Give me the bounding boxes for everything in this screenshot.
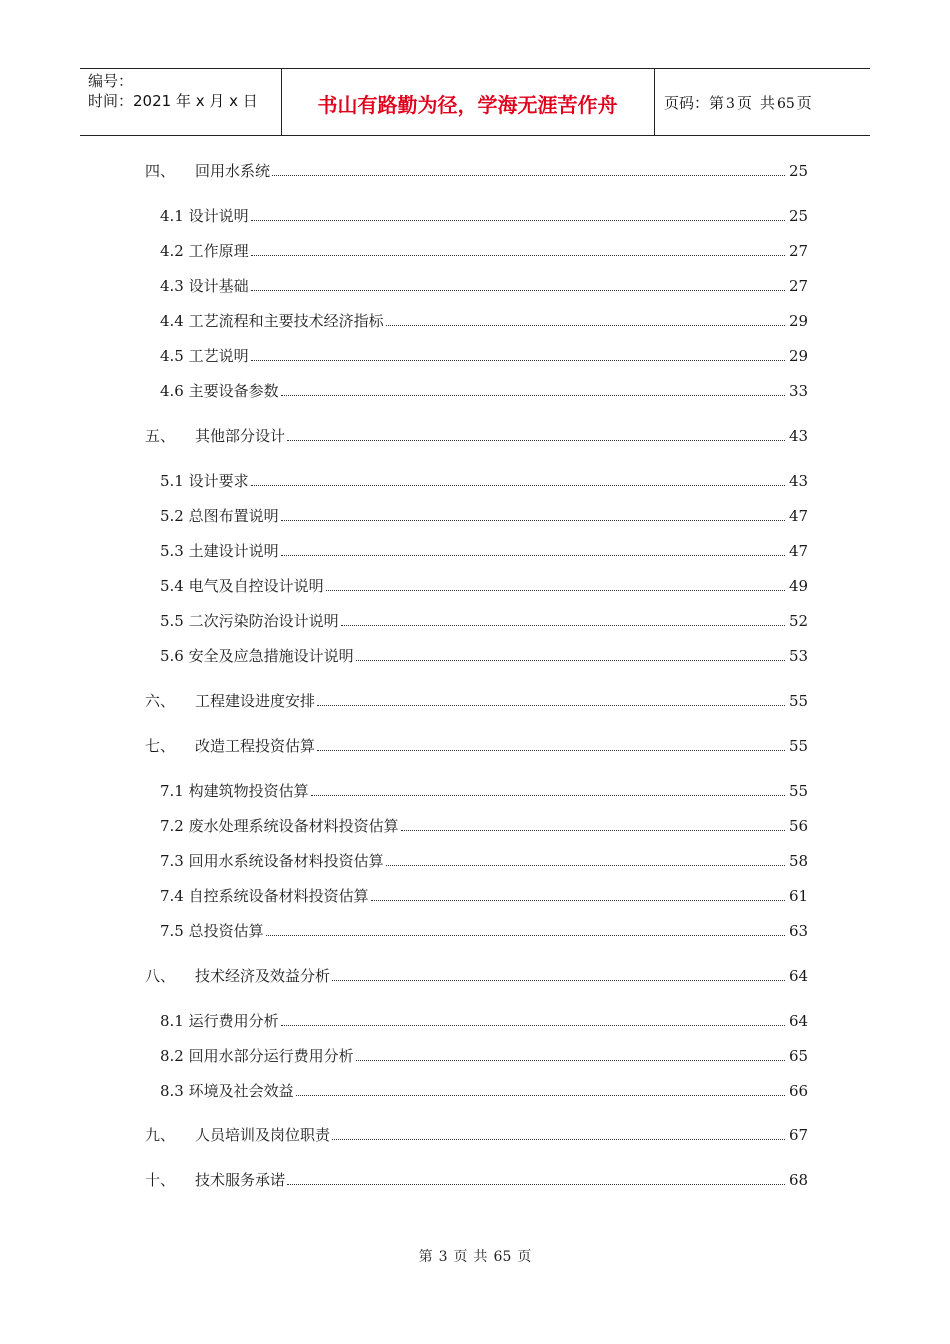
toc-entry-title: 8.3 环境及社会效益 (160, 1082, 294, 1100)
page-total: 65 (776, 96, 795, 112)
toc-entry-title: 5.4 电气及自控设计说明 (160, 577, 324, 595)
header-motto: 书山有路勤为径，学海无涯苦作舟 (317, 93, 618, 117)
toc-section-entry[interactable] (0, 920, 950, 942)
toc-page-number: 68 (789, 1171, 809, 1189)
toc-section-entry[interactable] (0, 885, 950, 907)
toc-dot-leader (251, 360, 785, 361)
toc-dot-leader (386, 865, 785, 866)
toc-entry-title: 技术服务承诺 (195, 1171, 286, 1189)
toc-dot-leader (272, 175, 785, 176)
toc-page-number: 53 (789, 647, 809, 665)
toc-entry-title: 改造工程投资估算 (195, 737, 316, 755)
toc-dot-leader (317, 705, 785, 706)
footer-prefix: 第 (418, 1249, 433, 1265)
toc-section-entry[interactable] (0, 1045, 950, 1067)
toc-entry-title: 5.2 总图布置说明 (160, 507, 279, 525)
toc-dot-leader (281, 395, 785, 396)
toc-section-entry[interactable] (0, 470, 950, 492)
toc-dot-leader (296, 1095, 785, 1096)
footer-total-label: 共 (473, 1249, 488, 1265)
toc-page-number: 25 (789, 207, 809, 225)
toc-page-number: 43 (789, 472, 809, 490)
toc-dot-leader (266, 935, 785, 936)
toc-chapter-entry[interactable] (0, 160, 950, 182)
toc-page-number: 67 (789, 1126, 809, 1144)
toc-page-number: 55 (789, 737, 809, 755)
toc-section-entry[interactable] (0, 540, 950, 562)
toc-dot-leader (311, 795, 785, 796)
toc-page-number: 55 (789, 692, 809, 710)
toc-dot-leader (356, 660, 785, 661)
toc-page-number: 25 (789, 162, 809, 180)
document-code-label: 编号： (88, 72, 134, 90)
header-top-rule (80, 68, 870, 69)
toc-dot-leader (341, 625, 785, 626)
toc-page-number: 63 (789, 922, 809, 940)
toc-section-entry[interactable] (0, 310, 950, 332)
toc-dot-leader (251, 255, 785, 256)
toc-entry-title: 7.3 回用水系统设备材料投资估算 (160, 852, 384, 870)
toc-entry-title: 人员培训及岗位职责 (195, 1126, 331, 1144)
toc-section-entry[interactable] (0, 205, 950, 227)
toc-section-entry[interactable] (0, 275, 950, 297)
toc-page-number: 43 (789, 427, 809, 445)
toc-section-entry[interactable] (0, 240, 950, 262)
toc-chapter-entry[interactable] (0, 1169, 950, 1191)
toc-entry-title: 8.2 回用水部分运行费用分析 (160, 1047, 354, 1065)
footer-current-page: 3 (438, 1249, 448, 1265)
toc-chapter-number: 四、 (145, 162, 176, 180)
page-total-label: 共 (759, 94, 775, 112)
toc-page-number: 58 (789, 852, 809, 870)
toc-entry-title: 7.2 废水处理系统设备材料投资估算 (160, 817, 399, 835)
toc-dot-leader (386, 325, 785, 326)
toc-page-number: 55 (789, 782, 809, 800)
toc-chapter-number: 九、 (145, 1126, 176, 1144)
toc-entry-title: 5.5 二次污染防治设计说明 (160, 612, 339, 630)
toc-chapter-entry[interactable] (0, 965, 950, 987)
toc-entry-title: 7.1 构建筑物投资估算 (160, 782, 309, 800)
toc-dot-leader (251, 220, 785, 221)
toc-chapter-entry[interactable] (0, 690, 950, 712)
toc-section-entry[interactable] (0, 610, 950, 632)
toc-section-entry[interactable] (0, 1010, 950, 1032)
footer-unit: 页 (453, 1249, 468, 1265)
header-meta (88, 71, 258, 111)
page-footer (0, 1246, 950, 1266)
header-bottom-rule (80, 135, 870, 136)
toc-section-entry[interactable] (0, 1080, 950, 1102)
toc-entry-title: 5.1 设计要求 (160, 472, 249, 490)
toc-dot-leader (251, 290, 785, 291)
toc-chapter-number: 六、 (145, 692, 176, 710)
toc-entry-title: 技术经济及效益分析 (195, 967, 331, 985)
toc-dot-leader (332, 1139, 785, 1140)
toc-dot-leader (281, 1025, 785, 1026)
toc-dot-leader (401, 830, 785, 831)
toc-page-number: 33 (789, 382, 809, 400)
toc-page-number: 65 (789, 1047, 809, 1065)
toc-entry-title: 4.3 设计基础 (160, 277, 249, 295)
header-divider-right (654, 68, 655, 135)
page-total-unit: 页 (796, 94, 812, 112)
toc-entry-title: 其他部分设计 (195, 427, 286, 445)
toc-dot-leader (326, 590, 785, 591)
toc-page-number: 29 (789, 312, 809, 330)
page-unit: 页 (736, 94, 752, 112)
toc-section-entry[interactable] (0, 575, 950, 597)
toc-page-number: 27 (789, 242, 809, 260)
toc-entry-title: 4.2 工作原理 (160, 242, 249, 260)
toc-chapter-number: 十、 (145, 1171, 176, 1189)
toc-entry-title: 5.6 安全及应急措施设计说明 (160, 647, 354, 665)
toc-dot-leader (287, 1184, 785, 1185)
toc-section-entry[interactable] (0, 850, 950, 872)
document-date: 时间：2021 年 x 月 x 日 (88, 92, 258, 110)
toc-chapter-entry[interactable] (0, 425, 950, 447)
page-label: 页码：第 (664, 94, 725, 112)
toc-entry-title: 工程建设进度安排 (195, 692, 316, 710)
toc-chapter-number: 七、 (145, 737, 176, 755)
toc-entry-title: 7.5 总投资估算 (160, 922, 264, 940)
toc-chapter-number: 五、 (145, 427, 176, 445)
toc-page-number: 64 (789, 967, 809, 985)
toc-page-number: 61 (789, 887, 809, 905)
toc-page-number: 52 (789, 612, 809, 630)
toc-section-entry[interactable] (0, 345, 950, 367)
toc-dot-leader (281, 520, 785, 521)
toc-entry-title: 8.1 运行费用分析 (160, 1012, 279, 1030)
header-page-indicator (664, 92, 812, 113)
toc-dot-leader (371, 900, 785, 901)
toc-page-number: 47 (789, 507, 809, 525)
toc-page-number: 49 (789, 577, 809, 595)
toc-section-entry[interactable] (0, 505, 950, 527)
footer-total-pages: 65 (493, 1249, 512, 1265)
toc-page-number: 64 (789, 1012, 809, 1030)
toc-entry-title: 4.6 主要设备参数 (160, 382, 279, 400)
toc-chapter-entry[interactable] (0, 735, 950, 757)
toc-page-number: 47 (789, 542, 809, 560)
toc-section-entry[interactable] (0, 645, 950, 667)
toc-chapter-entry[interactable] (0, 1124, 950, 1146)
toc-section-entry[interactable] (0, 780, 950, 802)
toc-section-entry[interactable] (0, 815, 950, 837)
toc-section-entry[interactable] (0, 380, 950, 402)
toc-entry-title: 4.5 工艺说明 (160, 347, 249, 365)
toc-dot-leader (332, 980, 785, 981)
toc-page-number: 66 (789, 1082, 809, 1100)
footer-total-unit: 页 (517, 1249, 532, 1265)
toc-dot-leader (287, 440, 785, 441)
toc-entry-title: 4.1 设计说明 (160, 207, 249, 225)
toc-page-number: 56 (789, 817, 809, 835)
toc-entry-title: 5.3 土建设计说明 (160, 542, 279, 560)
toc-page-number: 29 (789, 347, 809, 365)
toc-dot-leader (281, 555, 785, 556)
toc-entry-title: 7.4 自控系统设备材料投资估算 (160, 887, 369, 905)
toc-chapter-number: 八、 (145, 967, 176, 985)
toc-entry-title: 回用水系统 (195, 162, 271, 180)
toc-page-number: 27 (789, 277, 809, 295)
page-current: 3 (726, 96, 735, 112)
toc-entry-title: 4.4 工艺流程和主要技术经济指标 (160, 312, 384, 330)
toc-dot-leader (251, 485, 785, 486)
toc-dot-leader (317, 750, 785, 751)
toc-dot-leader (356, 1060, 785, 1061)
